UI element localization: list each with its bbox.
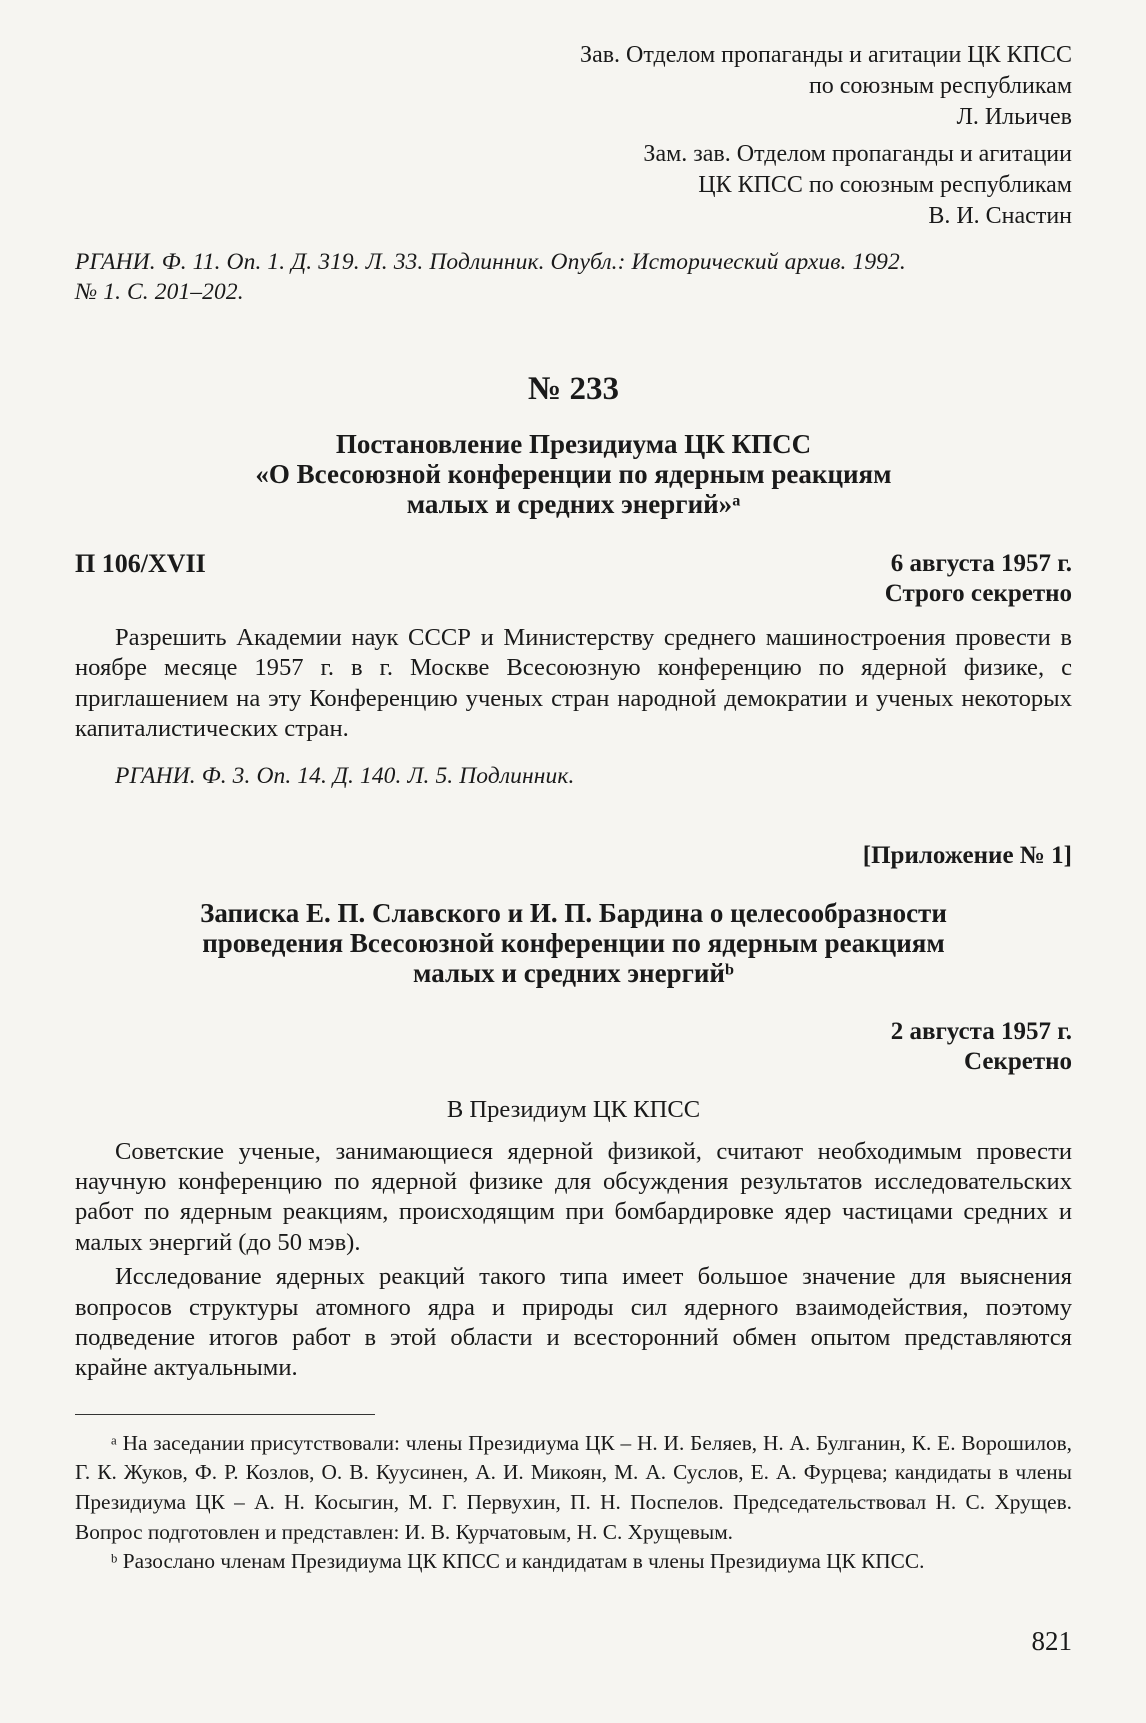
document-meta (75, 549, 1072, 609)
protocol-number: П 106/XVII (75, 549, 206, 578)
addressee: В Президиум ЦК КПСС (446, 1095, 701, 1123)
appendix-label: [Приложение № 1] (862, 841, 1072, 869)
document-number: № 233 (528, 371, 619, 407)
appendix-title: Записка Е. П. Славского и И. П. Бардина о целесообразности проведения Всесоюзной конференции по ядерным реакциям малых и средних энергий$^b$ (200, 897, 947, 988)
signature-position: Зам. зав. Отделом пропаганды и агитации (643, 141, 1072, 167)
footnotes (75, 1429, 1072, 1577)
archive-source: РГАНИ. Ф. 11. Оп. 1. Д. 319. Л. 33. Подлинник. Опубл.: Исторический архив. 1992. № 1. С. 201–202. (75, 249, 906, 305)
signature-name: Л. Ильичев (956, 104, 1072, 130)
footnote-ref-b: b (724, 960, 734, 979)
resolution-text: Разрешить Академии наук СССР и Министерству среднего машиностроения провести в ноябре месяце 1957 г. в г. Москве Всесоюзную конференцию по ядерной физике, с приглашением на эту Конференцию ученых стран народной демократии и ученых некоторых капиталистических стран. (75, 624, 1072, 743)
document-date: 6 августа 1957 г. (890, 550, 1072, 577)
signature-position: по союзным республикам (808, 73, 1072, 99)
footnote-a: $^a$ На заседании присутствовали: члены Президиума ЦК – Н. И. Беляев, Н. А. Булганин, К. Е. Ворошилов, Г. К. Жуков, Ф. Р. Козлов, О. В. Куусинен, А. И. Микоян, М. А. Суслов, Е. А. Фурцева; кандидаты в члены Президиума ЦК – А. Н. Косыгин, М. Г. Первухин, П. Н. Поспелов. Председательствовал Н. С. Хрущев. Вопрос подготовлен и представлен: И. В. Курчатовым, Н. С. Хрущевым. (75, 1430, 1072, 1544)
appendix-date: 2 августа 1957 г. (890, 1017, 1072, 1045)
signature-name: В. И. Снастин (928, 203, 1072, 229)
signature-block-snastin (75, 139, 1072, 232)
document-page (75, 40, 1072, 1577)
appendix-classification: Секретно (963, 1047, 1072, 1075)
footnote-b: $^b$ Разослано членам Президиума ЦК КПСС и кандидатам в члены Президиума ЦК КПСС. (111, 1549, 925, 1574)
memo-text (75, 1137, 1072, 1384)
archive-source: РГАНИ. Ф. 3. Оп. 14. Д. 140. Л. 5. Подлинник. (115, 762, 575, 789)
signature-position: ЦК КПСС по союзным республикам (698, 172, 1072, 198)
signature-block-ilyichev (75, 40, 1072, 133)
footnote-ref-a: а (732, 491, 741, 510)
memo-paragraph: Исследование ядерных реакций такого типа имеет большое значение для выяснения вопросов структуры атомного ядра и природы сил ядерного взаимодействия, поэтому подведение итогов работ в этой области и всесторонний обмен опытом представляются крайне актуальными. (75, 1263, 1072, 1382)
document-title: Постановление Президиума ЦК КПСС «О Всесоюзной конференции по ядерным реакциям малых и средних энергий»$^а$ (255, 429, 892, 519)
page-number: 821 (1031, 1626, 1072, 1656)
classification-mark: Строго секретно (884, 580, 1072, 607)
signature-position: Зав. Отделом пропаганды и агитации ЦК КПСС (580, 42, 1072, 68)
memo-paragraph: Советские ученые, занимающиеся ядерной физикой, считают необходимым провести научную конференцию по ядерной физике для обсуждения результатов исследовательских работ по ядерным реакциям, происходящим при бомбардировке ядер частицами средних и малых энергий (до 50 мэв). (75, 1137, 1072, 1256)
footnote-divider (75, 1414, 375, 1415)
